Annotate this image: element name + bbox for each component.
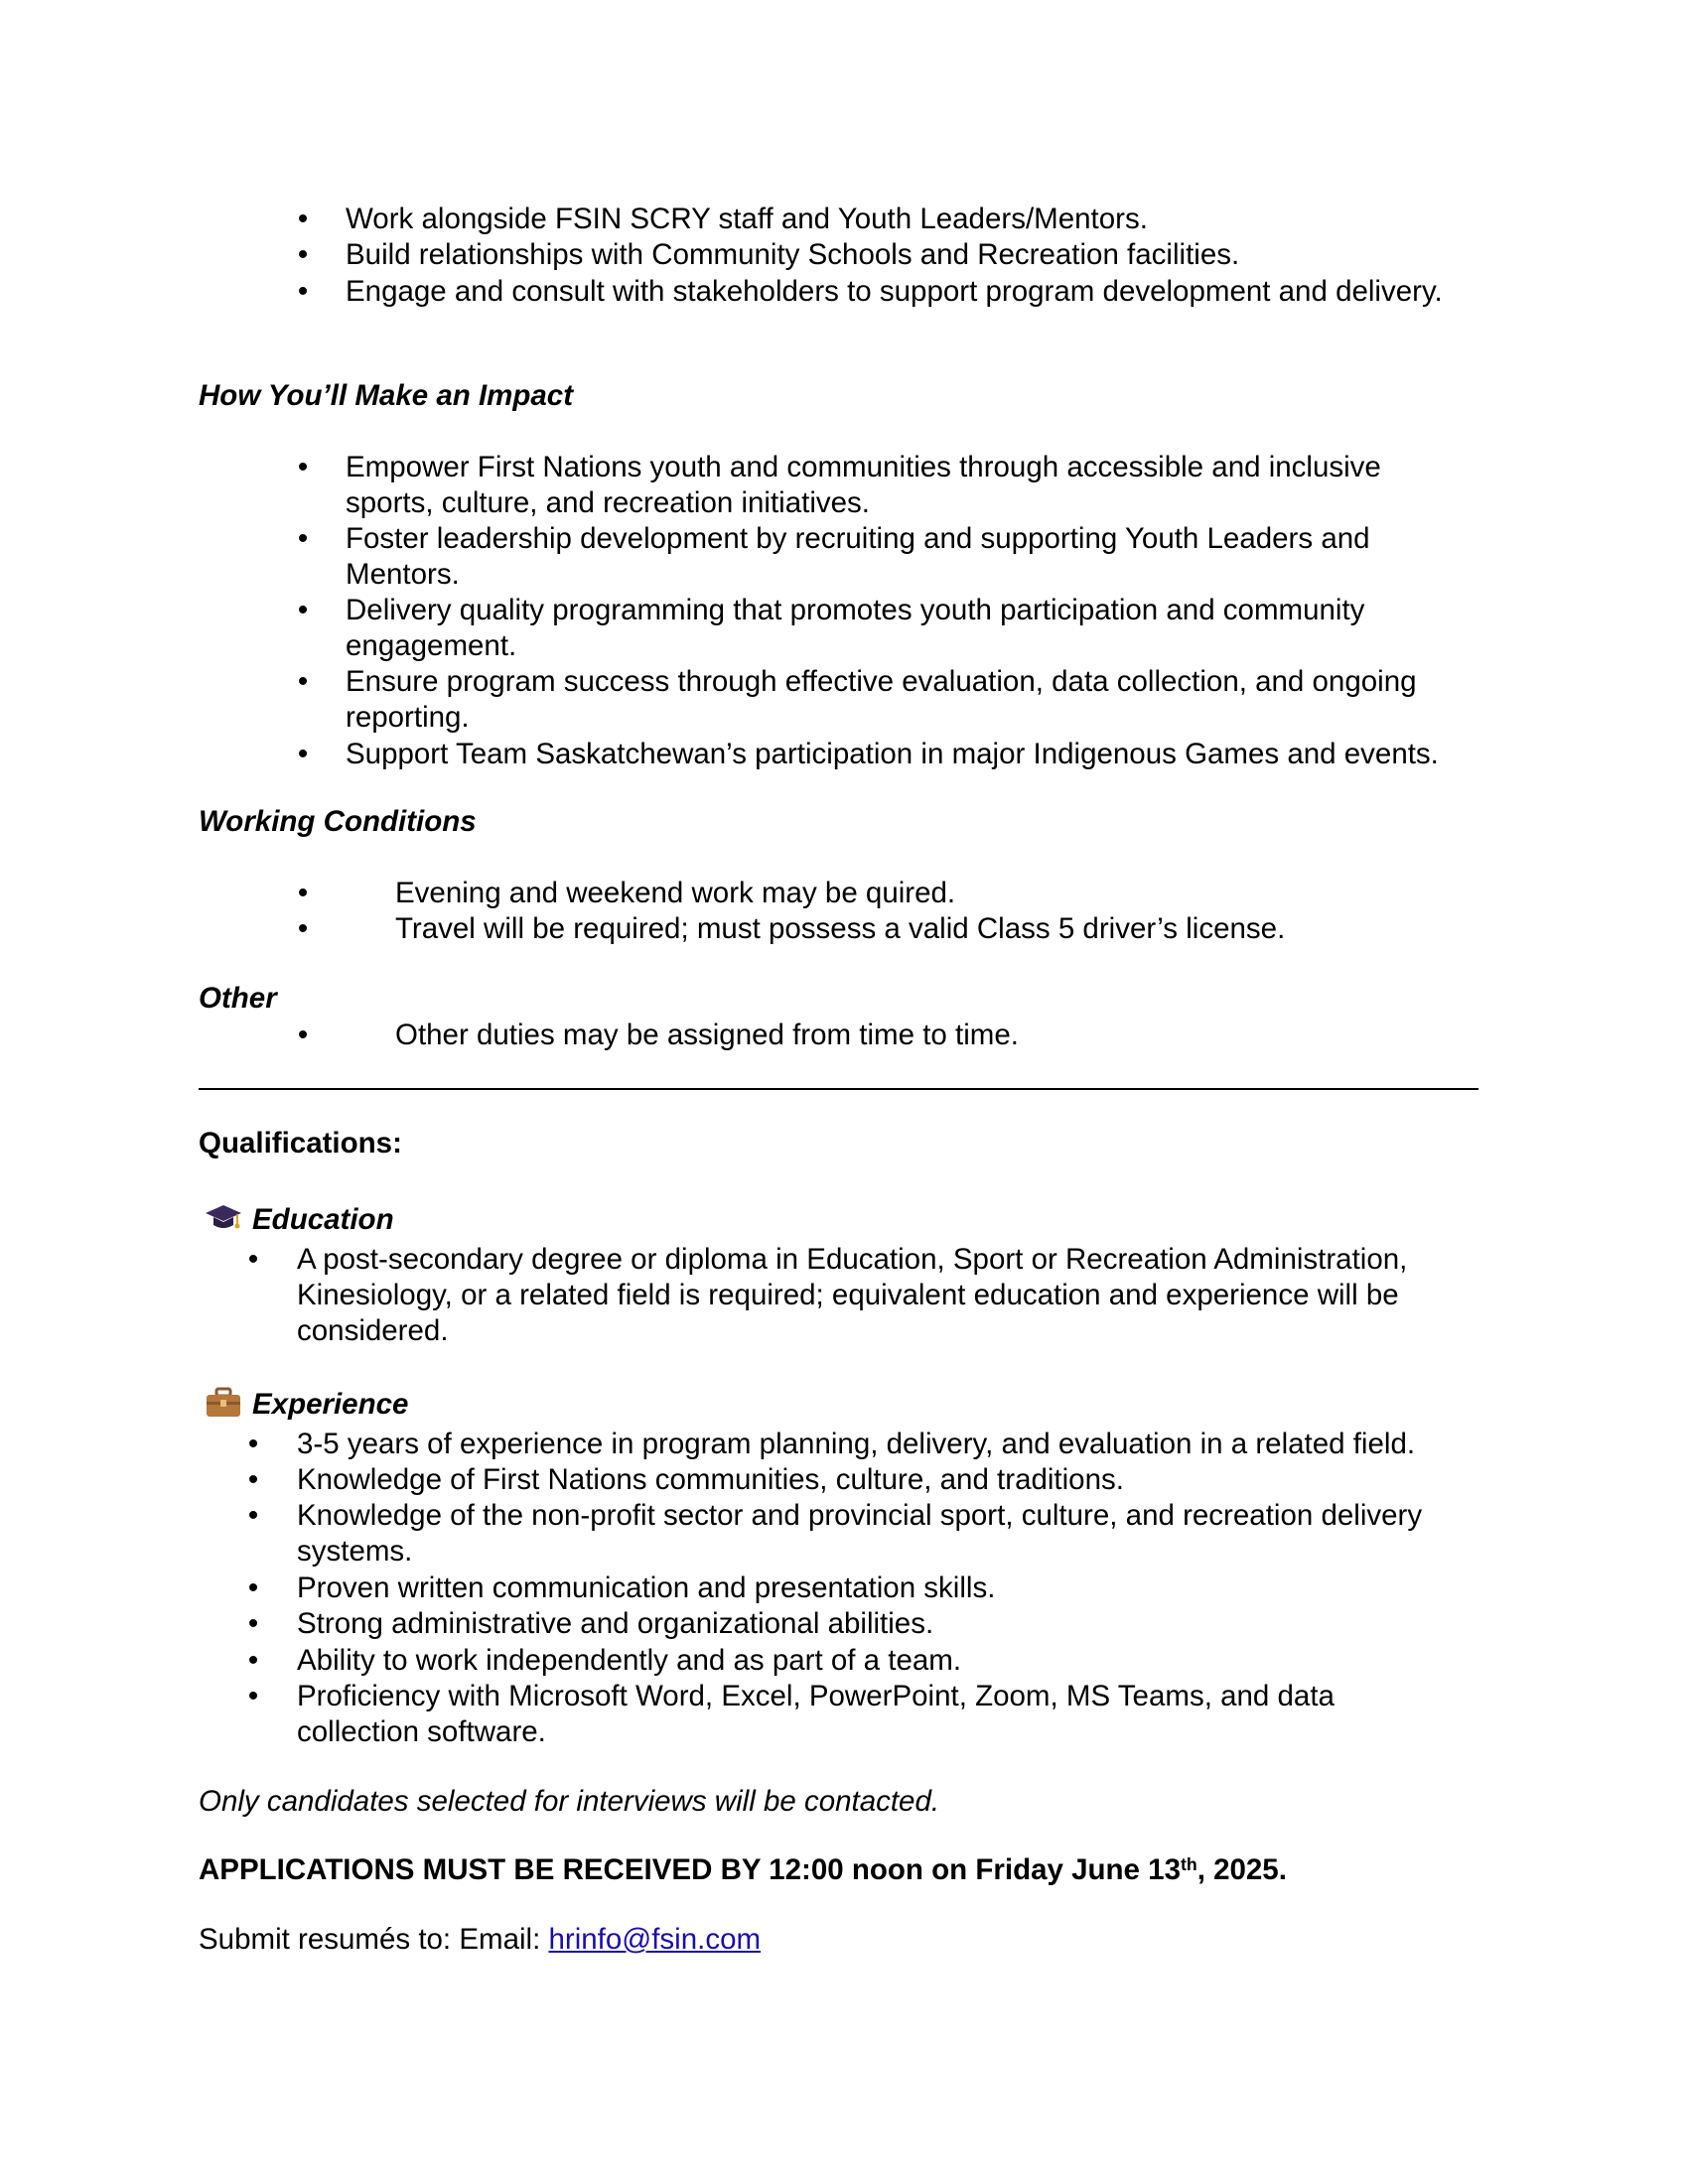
working-conditions-heading: Working Conditions: [199, 805, 477, 838]
bullet: •: [297, 451, 309, 483]
bullet: •: [297, 665, 309, 698]
submit-line: [199, 1922, 761, 1958]
list-item: Other duties may be assigned from time to time.: [395, 1019, 1019, 1051]
list-item-continued: Kinesiology, or a related field is required; equivalent education and experience will be: [297, 1279, 1399, 1311]
list-item: Build relationships with Community Schools and Recreation facilities.: [346, 238, 1240, 271]
list-item: Travel will be required; must possess a valid Class 5 driver’s license.: [395, 912, 1286, 945]
list-item-continued: reporting.: [346, 701, 470, 734]
list-item: Strong administrative and organizational abilities.: [297, 1607, 934, 1640]
list-item: Ensure program success through effective evaluation, data collection, and ongoing: [346, 665, 1417, 698]
list-item-continued: engagement.: [346, 629, 517, 662]
deadline-text: APPLICATIONS MUST BE RECEIVED BY 12:00 noon on Friday June 13: [199, 1853, 1181, 1886]
bullet: •: [297, 594, 309, 626]
bullet: •: [297, 1019, 309, 1051]
list-item: Knowledge of First Nations communities, culture, and traditions.: [297, 1463, 1124, 1496]
list-item: Knowledge of the non-profit sector and provincial sport, culture, and recreation delivery: [297, 1499, 1423, 1532]
list-item-continued: sports, culture, and recreation initiatives.: [346, 486, 870, 519]
submit-label: Submit resumés to: Email:: [199, 1923, 549, 1956]
qualifications-heading: Qualifications:: [199, 1127, 402, 1160]
bullet: •: [247, 1463, 259, 1496]
list-item-continued: systems.: [297, 1535, 413, 1568]
deadline-year: , 2025.: [1196, 1853, 1287, 1886]
list-item: Proven written communication and presentation skills.: [297, 1571, 996, 1604]
list-item: Foster leadership development by recruiting and supporting Youth Leaders and: [346, 522, 1370, 555]
education-heading: Education: [252, 1203, 394, 1236]
bullet: •: [297, 912, 309, 945]
bullet: •: [247, 1680, 259, 1712]
experience-heading: Experience: [252, 1388, 409, 1421]
list-item: Engage and consult with stakeholders to support program development and delivery.: [346, 275, 1443, 308]
bullet: •: [297, 877, 309, 909]
bullet: •: [247, 1428, 259, 1460]
bullet: •: [297, 238, 309, 271]
email-link[interactable]: hrinfo@fsin.com: [548, 1923, 762, 1956]
list-item: A post-secondary degree or diploma in Education, Sport or Recreation Administration,: [297, 1243, 1408, 1276]
application-deadline: [199, 1852, 1287, 1888]
list-item-continued: collection software.: [297, 1715, 546, 1748]
list-item-continued: considered.: [297, 1314, 449, 1347]
bullet: •: [297, 522, 309, 555]
list-item: Evening and weekend work may be quired.: [395, 877, 956, 909]
bullet: •: [297, 738, 309, 770]
list-item: Work alongside FSIN SCRY staff and Youth Leaders/Mentors.: [346, 203, 1148, 235]
bullet: •: [247, 1644, 259, 1677]
bullet: •: [297, 275, 309, 308]
impact-heading: How You’ll Make an Impact: [199, 379, 574, 412]
bullet: •: [297, 203, 309, 235]
deadline-ordinal: th: [1180, 1854, 1197, 1875]
briefcase-icon: [204, 1386, 243, 1420]
bullet: •: [247, 1607, 259, 1640]
bullet: •: [247, 1243, 259, 1276]
bullet: •: [247, 1571, 259, 1604]
bullet: •: [247, 1499, 259, 1532]
list-item: Ability to work independently and as part of a team.: [297, 1644, 962, 1677]
list-item-continued: Mentors.: [346, 558, 460, 591]
other-heading: Other: [199, 982, 277, 1015]
horizontal-rule: [199, 1088, 1478, 1090]
graduation-cap-icon: [204, 1201, 243, 1235]
list-item: Delivery quality programming that promotes youth participation and community: [346, 594, 1365, 626]
list-item: Proficiency with Microsoft Word, Excel, PowerPoint, Zoom, MS Teams, and data: [297, 1680, 1335, 1712]
list-item: Empower First Nations youth and communities through accessible and inclusive: [346, 451, 1381, 483]
list-item: 3-5 years of experience in program planning, delivery, and evaluation in a related field.: [297, 1428, 1416, 1460]
interview-note: Only candidates selected for interviews will be contacted.: [199, 1785, 940, 1818]
list-item: Support Team Saskatchewan’s participation in major Indigenous Games and events.: [346, 738, 1439, 770]
